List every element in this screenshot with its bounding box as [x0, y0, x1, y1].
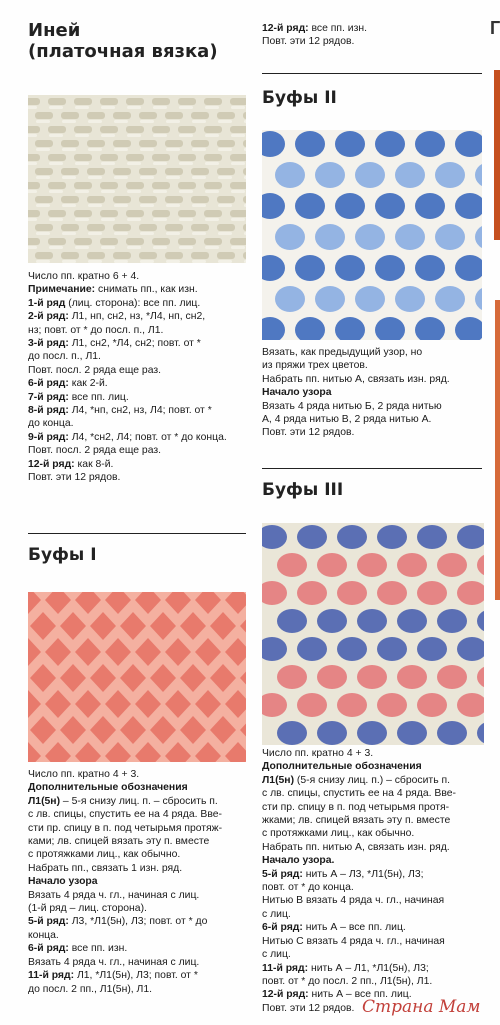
instruction-text: Повт. эти 12 рядов.	[262, 36, 355, 48]
instruction-text: Число пп. кратно 4 + 3.	[262, 748, 374, 759]
instruction-line	[262, 774, 490, 787]
instruction-line	[262, 962, 490, 975]
knit-texture-cream	[28, 95, 246, 263]
instruction-label: Дополнительные обозначения	[28, 782, 188, 794]
instruction-text: Л4, *нп, сн2, нз, Л4; повт. от *	[68, 405, 212, 417]
instruction-line	[262, 386, 487, 399]
instruction-text: все пп. лиц.	[68, 391, 129, 403]
instruction-line	[28, 942, 253, 955]
knit-texture-berry	[262, 523, 484, 745]
edge-letter: Г	[490, 18, 500, 38]
instruction-label: 8-й ряд:	[28, 405, 69, 417]
instruction-line	[262, 854, 490, 867]
title-bufy2: Буфы II	[262, 88, 337, 108]
instruction-label: 5-й ряд:	[28, 916, 69, 928]
instruction-line	[28, 875, 253, 888]
instruction-text: Повт. посл. 2 ряда еще раз.	[28, 445, 162, 457]
instruction-text: А, 4 ряда нитью В, 2 ряда нитью А.	[262, 414, 432, 426]
instruction-line	[28, 297, 253, 310]
instruction-line	[262, 814, 490, 827]
instruction-line	[28, 324, 253, 337]
title-inei: Иней	[28, 20, 81, 41]
instruction-line	[262, 400, 487, 413]
instruction-line	[28, 270, 253, 283]
swatch-bufy2	[262, 130, 482, 340]
title-bufy1: Буфы I	[28, 545, 97, 565]
instruction-text: с лиц.	[262, 908, 291, 920]
instruction-text: Л1, *Л1(5н), Л3; повт. от *	[74, 970, 198, 982]
instruction-line	[28, 471, 253, 484]
instruction-text: Нитью В вязать 4 ряда ч. гл., начиная	[262, 895, 445, 907]
section-bufy1	[28, 545, 248, 565]
instruction-line	[28, 377, 253, 390]
swatch-bufy3	[262, 523, 484, 745]
instruction-line	[28, 983, 253, 996]
instruction-label: 6-й ряд:	[262, 922, 303, 934]
instruction-text: нить А – Л1, *Л1(5н), Л3;	[308, 962, 429, 974]
instruction-label: 11-й ряд:	[262, 962, 309, 974]
instruction-label: 1-й ряд	[28, 297, 66, 309]
instruction-label: 7-й ряд:	[28, 391, 69, 403]
instruction-text: нить А – Л3, *Л1(5н), Л3;	[302, 868, 424, 880]
instruction-text: до посл. п., Л1.	[28, 351, 101, 363]
instruction-label: Начало узора	[28, 876, 98, 888]
instruction-line	[28, 835, 253, 848]
instruction-text: из пряжи трех цветов.	[262, 360, 368, 372]
instruction-text: как 2-й.	[68, 378, 108, 390]
instruction-text: сти пр. спицу в п. под четырьмя протяж-	[28, 822, 223, 834]
instruction-line	[28, 915, 253, 928]
instruction-text: нз; повт. от * до посл. п., Л1.	[28, 324, 164, 336]
subtitle-inei: (платочная вязка)	[28, 41, 218, 62]
instruction-text: Л4, *сн2, Л4; повт. от * до конца.	[68, 431, 227, 443]
instruction-label: 12-й ряд:	[262, 989, 309, 1001]
instruction-text: все пп. изн.	[68, 943, 128, 955]
instructions-bufy1	[28, 768, 253, 996]
instruction-text: Л3, *Л1(5н), Л3; повт. от * до	[68, 916, 208, 928]
instructions-bufy2	[262, 346, 487, 440]
instruction-text: с протяжками лиц., как обычно.	[28, 849, 181, 861]
instruction-line	[262, 908, 490, 921]
instruction-text: до посл. 2 пп., Л1(5н), Л1.	[28, 983, 153, 995]
instruction-text: Вязать 4 ряда ч. гл., начиная с лиц.	[28, 889, 200, 901]
instruction-text: Вязать, как предыдущий узор, но	[262, 347, 423, 358]
instruction-line	[262, 747, 490, 760]
instruction-label: Дополнительные обозначения	[262, 761, 422, 773]
instruction-line	[262, 921, 490, 934]
section-inei	[28, 20, 248, 62]
knit-texture-blue	[262, 130, 482, 340]
instruction-line	[28, 364, 253, 377]
instruction-text: Вязать 4 ряда ч. гл., начиная с лиц.	[28, 956, 200, 968]
instruction-line	[262, 359, 487, 372]
instruction-line	[262, 373, 487, 386]
instruction-line	[262, 894, 490, 907]
instruction-label: Примечание:	[28, 284, 96, 296]
instruction-label: 12-й ряд:	[262, 23, 309, 34]
watermark: Страна Мам	[362, 997, 481, 1017]
instruction-text: все пп. изн.	[308, 23, 367, 34]
instruction-line	[28, 969, 253, 982]
instruction-label: 12-й ряд:	[28, 458, 75, 470]
instruction-label: 2-й ряд:	[28, 311, 69, 323]
instruction-text: Набрать пп. нитью А, связать изн. ряд.	[262, 373, 450, 385]
section-bufy3	[262, 480, 482, 500]
instruction-line	[28, 848, 253, 861]
instruction-text: Повт. эти 12 рядов.	[28, 472, 121, 484]
title-bufy3: Буфы III	[262, 480, 344, 500]
instruction-label: Л1(5н)	[262, 774, 295, 786]
instruction-text: (1-й ряд – лиц. сторона).	[28, 903, 147, 915]
instruction-line	[28, 902, 253, 915]
instruction-label: 11-й ряд:	[28, 970, 75, 982]
instruction-label: 9-й ряд:	[28, 431, 69, 443]
instruction-text: (5-я снизу лиц. п.) – сбросить п.	[294, 774, 451, 786]
instruction-text: повт. от * до посл. 2 пп., Л1(5н), Л1.	[262, 975, 433, 987]
instruction-text: нить А – все пп. лиц.	[308, 989, 412, 1001]
instruction-text: Набрать пп. нитью А, связать изн. ряд.	[262, 841, 450, 853]
instruction-text: жками; лв. спицей вязать эту п. вместе	[262, 815, 451, 827]
instruction-line	[262, 35, 487, 48]
instruction-text: как 8-й.	[74, 458, 114, 470]
instruction-text: с лиц.	[262, 949, 291, 961]
instruction-label: Начало узора.	[262, 855, 335, 867]
instruction-line	[28, 417, 253, 430]
instruction-line	[28, 404, 253, 417]
instruction-text: сти пр. спицу в п. под четырьмя протя-	[262, 801, 450, 813]
section-bufy2	[262, 88, 482, 108]
instruction-text: ками; лв. спицей вязать эту п. вместе	[28, 836, 210, 848]
instruction-label: 3-й ряд:	[28, 338, 69, 350]
next-page-edge-lower	[495, 300, 500, 600]
instructions-inei	[28, 270, 253, 485]
instruction-line	[28, 431, 253, 444]
next-page-edge	[494, 70, 500, 240]
instruction-label: 6-й ряд:	[28, 943, 69, 955]
divider-left	[28, 533, 246, 534]
instruction-line	[28, 337, 253, 350]
instruction-text: – 5-я снизу лиц. п. – сбросить п.	[60, 795, 218, 807]
instruction-line	[28, 862, 253, 875]
instruction-line	[262, 346, 487, 359]
divider-right-mid	[262, 468, 482, 469]
instructions-bufy3	[262, 747, 490, 1015]
instruction-line	[262, 787, 490, 800]
instruction-line	[262, 426, 487, 439]
instruction-text: с протяжками лиц., как обычно.	[262, 828, 415, 840]
instruction-line	[262, 881, 490, 894]
instruction-line	[28, 391, 253, 404]
swatch-bufy1	[28, 592, 246, 762]
instruction-text: конца.	[28, 929, 59, 941]
instruction-label: 6-й ряд:	[28, 378, 69, 390]
swatch-inei	[28, 95, 246, 263]
instruction-line	[28, 781, 253, 794]
instruction-line	[28, 444, 253, 457]
instruction-line	[28, 808, 253, 821]
instruction-text: снимать пп., как изн.	[95, 284, 198, 296]
instruction-line	[28, 889, 253, 902]
instruction-line	[262, 948, 490, 961]
instruction-line	[262, 841, 490, 854]
divider-right-top	[262, 73, 482, 74]
instruction-text: Вязать 4 ряда нитью Б, 2 ряда нитью	[262, 400, 442, 412]
instruction-text: Л1, сн2, *Л4, сн2; повт. от *	[68, 338, 201, 350]
instruction-line	[28, 310, 253, 323]
instruction-text: нить А – все пп. лиц.	[302, 922, 406, 934]
instruction-line	[262, 935, 490, 948]
instruction-text: Л1, нп, сн2, нз, *Л4, нп, сн2,	[68, 311, 206, 323]
instruction-text: Повт. посл. 2 ряда еще раз.	[28, 364, 162, 376]
instruction-text: Число пп. кратно 4 + 3.	[28, 769, 140, 780]
instruction-line	[28, 458, 253, 471]
instruction-line	[28, 768, 253, 781]
instruction-line	[28, 929, 253, 942]
instruction-text: Число пп. кратно 6 + 4.	[28, 271, 140, 282]
instruction-line	[28, 795, 253, 808]
instruction-line	[262, 801, 490, 814]
instruction-line	[262, 868, 490, 881]
instruction-text: с лв. спицы, спустить ее на 4 ряда. Вве-	[262, 788, 456, 800]
instruction-line	[262, 413, 487, 426]
knit-texture-pink	[28, 592, 246, 762]
instruction-label: Начало узора	[262, 387, 332, 399]
instruction-line	[262, 760, 490, 773]
instruction-text: повт. от * до конца.	[262, 882, 354, 894]
instruction-text: Нитью С вязать 4 ряда ч. гл., начиная	[262, 935, 445, 947]
instruction-text: Повт. эти 12 рядов.	[262, 427, 355, 439]
instruction-text: Повт. эти 12 рядов.	[262, 1002, 355, 1014]
instruction-line	[28, 350, 253, 363]
instruction-line	[28, 822, 253, 835]
instructions-continued	[262, 22, 487, 49]
instruction-line	[262, 975, 490, 988]
instruction-text: с лв. спицы, спустить ее на 4 ряда. Вве-	[28, 809, 222, 821]
instruction-line	[262, 22, 487, 35]
instruction-text: (лиц. сторона): все пп. лиц.	[65, 297, 201, 309]
instruction-label: 5-й ряд:	[262, 868, 303, 880]
instruction-text: до конца.	[28, 418, 74, 430]
instruction-line	[28, 283, 253, 296]
instruction-line	[28, 956, 253, 969]
instruction-text: Набрать пп., связать 1 изн. ряд.	[28, 862, 183, 874]
instruction-line	[262, 827, 490, 840]
instruction-label: Л1(5н)	[28, 795, 61, 807]
